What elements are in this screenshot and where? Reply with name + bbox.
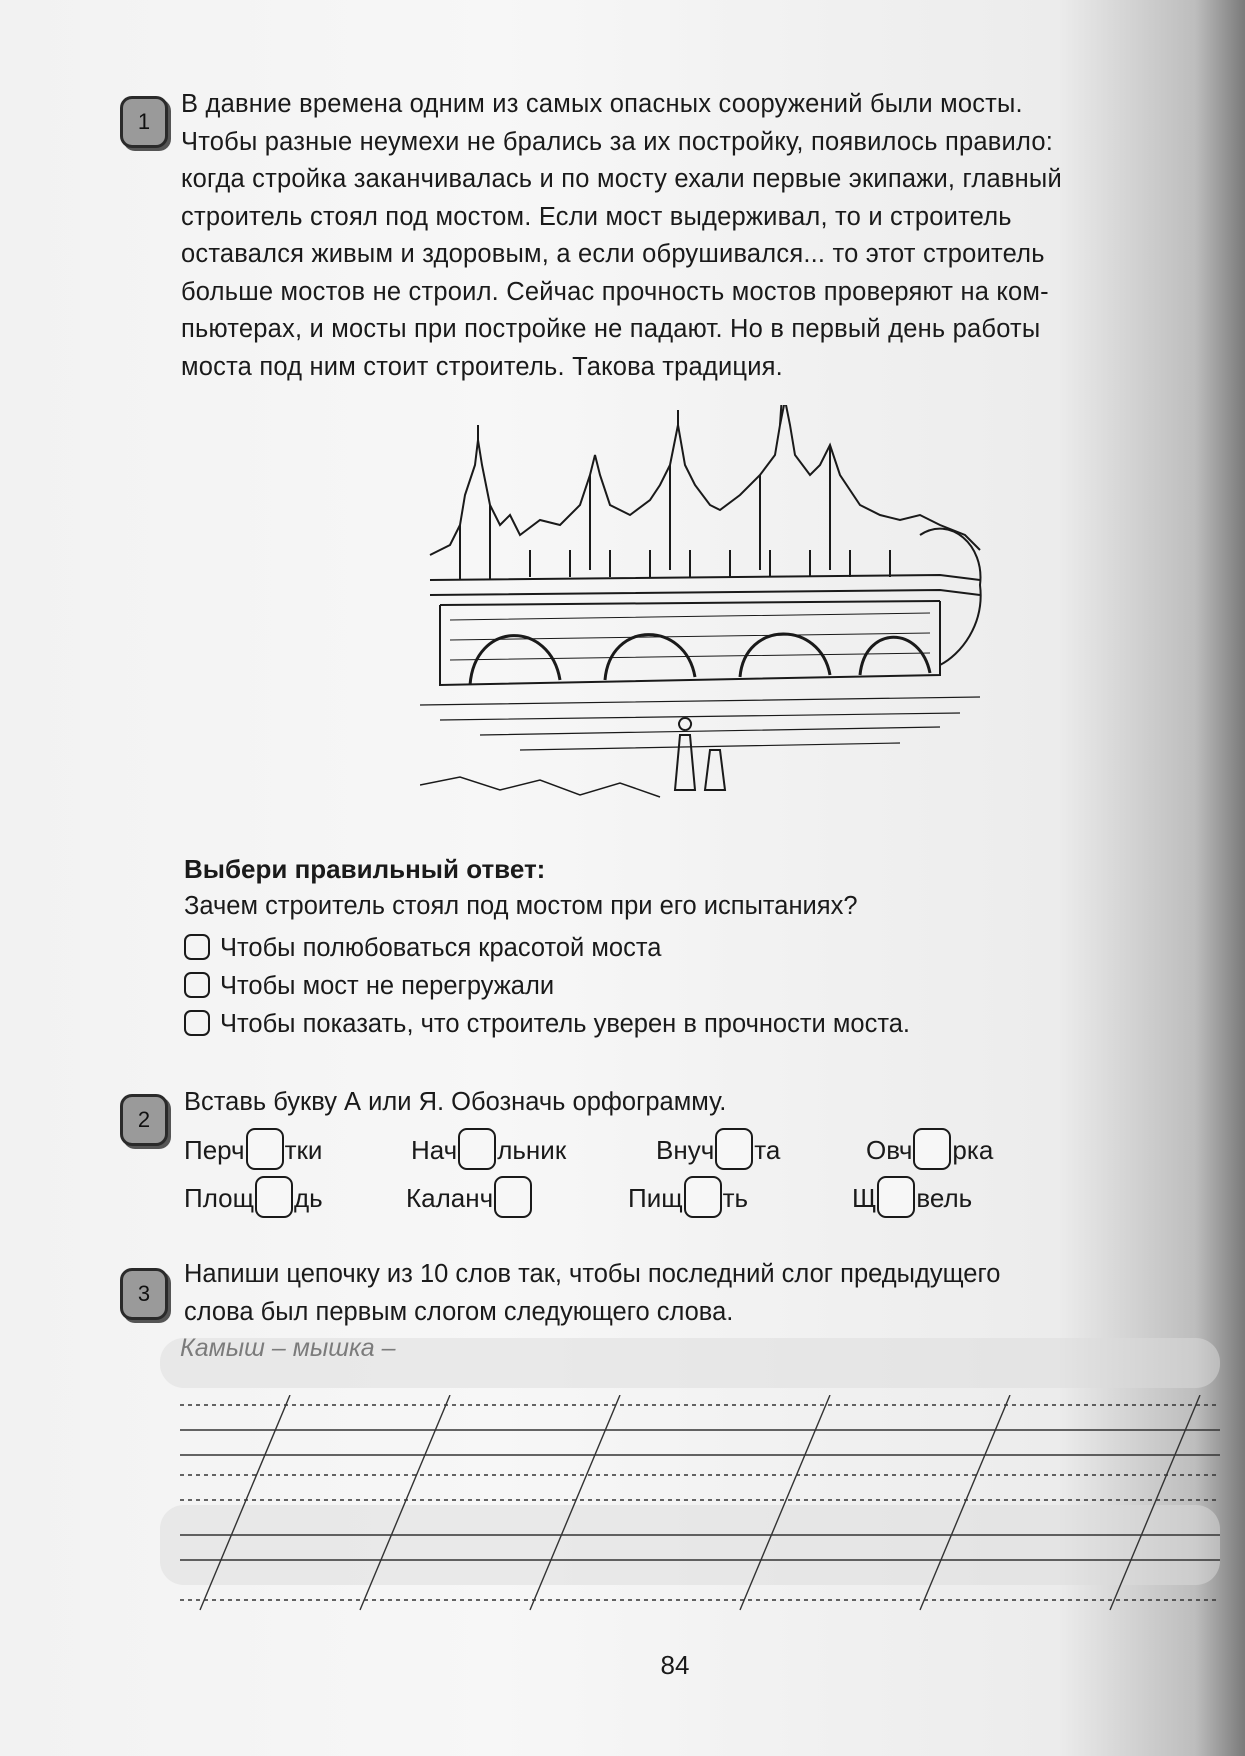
answer-option[interactable]: [184, 930, 661, 966]
word-with-gap: [852, 1176, 972, 1220]
word-part: вель: [916, 1183, 973, 1213]
checkbox[interactable]: [184, 1010, 210, 1036]
task3-instruction-line: слова был первым слогом следующего слова.: [184, 1298, 734, 1326]
answer-option[interactable]: [184, 968, 554, 1004]
word-part: Перч: [184, 1135, 245, 1165]
word-with-gap: [628, 1176, 748, 1220]
word-part: ть: [722, 1183, 749, 1213]
page-number: 84: [660, 1650, 690, 1680]
word-part: дь: [294, 1183, 323, 1213]
option-label: Чтобы полюбоваться красотой моста: [220, 934, 662, 962]
question-text: Зачем строитель стоял под мостом при его испытаниях?: [184, 892, 858, 920]
word-part: льник: [497, 1135, 567, 1165]
paragraph-line: Чтобы разные неумехи не брались за их постройку, появилось правило:: [181, 127, 1053, 156]
word-with-gap: [656, 1128, 780, 1172]
paragraph-line: оставался живым и здоровым, а если обрушивался... то этот строитель: [181, 240, 1045, 268]
paragraph-line: пьютерах, и мосты при постройке не падают. Но в первый день работы: [181, 315, 1041, 343]
paragraph-line: моста под ним стоит строитель. Такова традиция.: [181, 352, 783, 381]
word-part: тки: [284, 1135, 323, 1165]
letter-input-box[interactable]: [877, 1176, 915, 1218]
letter-input-box[interactable]: [715, 1128, 753, 1170]
word-part: Щ: [852, 1183, 877, 1213]
paragraph-line: когда стройка заканчивалась и по мосту ехали первые экипажи, главный: [181, 165, 1062, 193]
letter-input-box[interactable]: [494, 1176, 532, 1218]
word-part: Нач: [411, 1135, 458, 1165]
question-title: Выбери правильный ответ:: [184, 854, 546, 884]
letter-input-box[interactable]: [458, 1128, 496, 1170]
task-number-badge: 2: [120, 1094, 168, 1146]
letter-input-box[interactable]: [913, 1128, 951, 1170]
word-part: Овч: [866, 1135, 913, 1165]
letter-input-box[interactable]: [684, 1176, 722, 1218]
task-number-badge: 3: [120, 1268, 168, 1320]
task-number-badge: 1: [120, 96, 168, 148]
option-label: Чтобы мост не перегружали: [220, 972, 555, 1000]
checkbox[interactable]: [184, 934, 210, 960]
answer-option[interactable]: [184, 1006, 910, 1042]
letter-input-box[interactable]: [255, 1176, 293, 1218]
word-with-gap: [866, 1128, 993, 1172]
checkbox[interactable]: [184, 972, 210, 998]
word-with-gap: [406, 1176, 533, 1220]
word-part: Площ: [184, 1183, 255, 1213]
letter-input-box[interactable]: [246, 1128, 284, 1170]
task3-instruction-line: Напиши цепочку из 10 слов так, чтобы последний слог предыдущего: [184, 1260, 1001, 1288]
word-part: Внуч: [656, 1135, 715, 1165]
task1-paragraph: [181, 86, 1221, 386]
paragraph-line: больше мостов не строил. Сейчас прочность мостов проверяют на ком-: [181, 277, 1049, 306]
task2-instruction: Вставь букву А или Я. Обозначь орфограмму.: [184, 1088, 727, 1116]
word-part: та: [754, 1135, 781, 1165]
word-part: Пищ: [628, 1183, 683, 1213]
word-part: рка: [952, 1135, 994, 1165]
option-label: Чтобы показать, что строитель уверен в прочности моста.: [220, 1010, 910, 1038]
paragraph-line: строитель стоял под мостом. Если мост выдерживал, то и строитель: [181, 202, 1012, 231]
writing-lines[interactable]: [180, 1395, 1220, 1615]
paragraph-line: В давние времена одним из самых опасных сооружений были мосты.: [181, 90, 1023, 118]
word-with-gap: [184, 1128, 322, 1172]
word-with-gap: [184, 1176, 323, 1220]
bridge-illustration: [420, 405, 990, 805]
word-part: Каланч: [406, 1183, 494, 1213]
writing-area-shade: [160, 1338, 1220, 1388]
word-with-gap: [411, 1128, 566, 1172]
